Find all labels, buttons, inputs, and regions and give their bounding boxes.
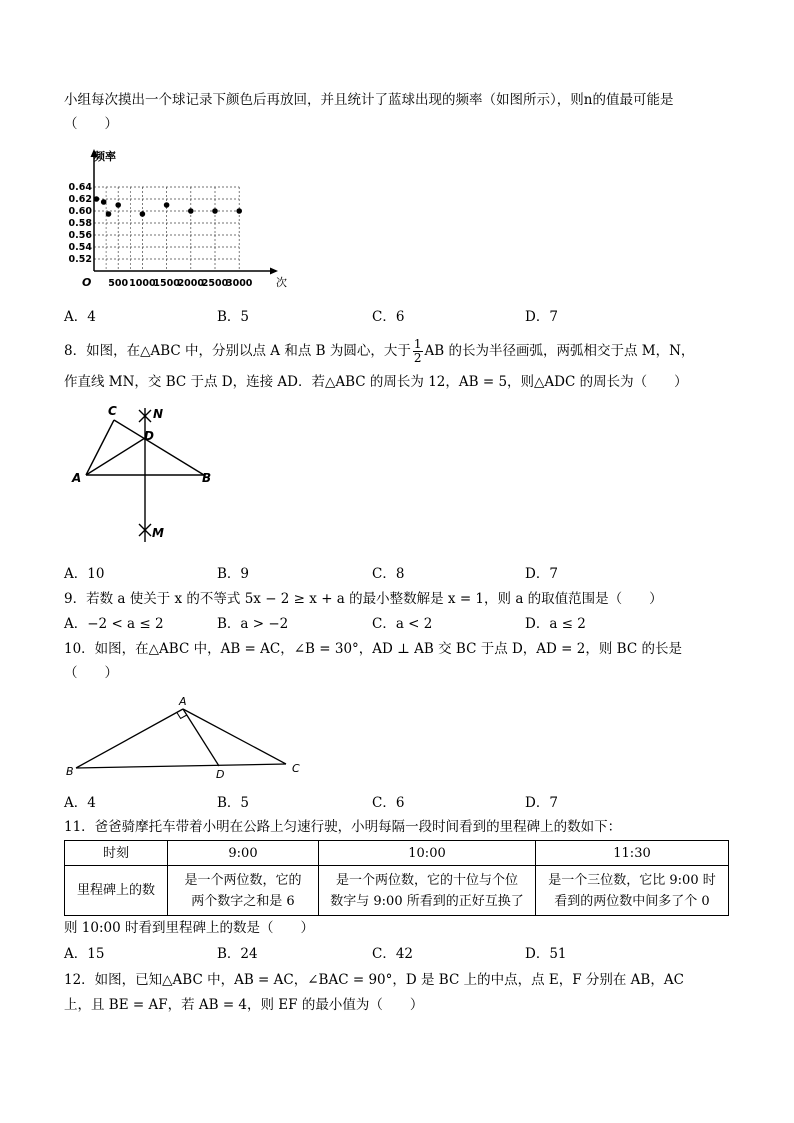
q8-line1 [64,338,694,365]
x-axis-arrow [270,268,278,275]
x-tick-label: 2500 [201,278,229,289]
cell-line: 看到的两位数中间多了个 0 [554,893,710,909]
x-tick-label: 1000 [129,278,156,289]
q10-figure [64,693,314,783]
q9-options [64,614,684,634]
y-tick-label: 0.54 [68,242,92,253]
q8-label-a: A [72,471,82,485]
q8-option-d: D．7 [525,566,558,582]
q8-line2: 作直线 MN，交 BC 于点 D，连接 AD．若△ABC 的周长为 12，AB = 5，则△ADC 的周长为（ ） [64,374,688,390]
q11-stem: 11．爸爸骑摩托车带着小明在公路上匀速行驶，小明每隔一段时间看到的里程碑上的数如下： [64,819,622,835]
y-tick-label: 0.64 [68,182,92,193]
table-header-row [65,841,729,866]
q8-option-c: C．8 [372,566,405,582]
table-header-cell: 10:00 [319,841,536,866]
q7-option-c: C．6 [372,309,405,325]
cell-line: 数字与 9:00 所看到的正好互换了 [330,893,524,909]
q9-option-c: C．a < 2 [372,616,433,632]
chart-ylabel: 频率 [94,150,116,163]
table-cell [319,866,536,916]
q8-option-a: A．10 [64,566,105,582]
data-point [115,202,121,208]
y-tick-label: 0.56 [68,230,92,241]
q8-figure [64,400,224,550]
q8-label-n: N [153,407,164,421]
q7-option-a: A．4 [64,309,96,325]
q8-options [64,564,684,584]
table-header-cell: 时刻 [65,841,168,866]
q11-after: 则 10:00 时看到里程碑上的数是（ ） [64,920,314,936]
q11-option-b: B．24 [217,946,258,962]
q10-option-b: B．5 [217,795,250,811]
data-point [212,208,218,214]
q7-stem: 小组每次摸出一个球记录下颜色后再放回，并且统计了蓝球出现的频率（如图所示），则n的值最可能是 [64,92,674,108]
q8-frac-num: 1 [413,337,422,351]
q9-option-b: B．a > −2 [217,616,289,632]
table-header-cell: 9:00 [168,841,319,866]
q7-option-b: B．5 [217,309,250,325]
q8-option-b: B．9 [217,566,250,582]
q11-option-c: C．42 [372,946,414,962]
q10-stem: 10．如图，在△ABC 中，AB = AC，∠B = 30°，AD ⊥ AB 交 BC 于点 D，AD = 2，则 BC 的长是 [64,641,682,657]
cell-line: 两个数字之和是 6 [191,893,295,909]
q12-line1: 12．如图，已知△ABC 中，AB = AC，∠BAC = 90°，D 是 BC 上的中点，点 E，F 分别在 AB，AC [64,972,684,988]
cell-line: 是一个两位数，它的 [184,872,302,888]
table-header-cell: 11:30 [536,841,729,866]
chart-xlabel: 次 [276,276,287,289]
q11-option-a: A．15 [64,946,105,962]
q10-paren: （ ） [64,665,118,681]
q11-options [64,944,684,964]
y-tick-label: 0.62 [68,194,92,205]
q8-label-c: C [108,404,117,418]
q10-label-b: B [66,765,74,778]
milestone-table [64,840,729,916]
q8-label-d: D [144,429,154,443]
q8-label-m: M [152,526,164,540]
q12-line2: 上，且 BE = AF，若 AB = 4，则 EF 的最小值为（ ） [64,997,424,1013]
chart-axes [91,149,279,275]
x-tick-label: 500 [108,278,129,289]
chart-grid [94,187,239,271]
y-tick-label: 0.60 [68,206,92,217]
q9-stem: 9．若数 a 使关于 x 的不等式 5x − 2 ≥ x + a 的最小整数解是 x = 1，则 a 的取值范围是（ ） [64,591,663,607]
cell-line: 是一个三位数，它比 9:00 时 [548,872,716,888]
data-point [236,208,242,214]
q10-label-c: C [292,762,300,775]
q8-fraction [413,338,423,365]
data-point [106,211,112,217]
data-point [94,196,100,202]
q10-label-a: A [179,695,187,708]
y-tick-label: 0.58 [68,218,92,229]
x-tick-label: 1500 [153,278,180,289]
q7-options [64,307,684,327]
x-tick-label: 3000 [225,278,253,289]
q9-option-d: D．a ≤ 2 [525,616,586,632]
q8-label-b: B [202,471,212,485]
q7-paren: （ ） [64,116,118,132]
data-point [101,199,107,205]
q10-options [64,793,684,813]
data-point [188,208,194,214]
q8-line1-b: AB 的长为半径画弧，两弧相交于点 M，N， [424,343,695,359]
q10-option-a: A．4 [64,795,96,811]
y-tick-label: 0.52 [68,254,92,265]
data-point [164,202,170,208]
q10-option-c: C．6 [372,795,405,811]
table-cell [536,866,729,916]
frequency-chart [64,145,294,290]
q9-option-a: A．−2 < a ≤ 2 [64,616,164,632]
table-cell [168,866,319,916]
q10-label-d: D [216,768,225,781]
table-row-label: 里程碑上的数 [65,866,168,916]
table-row [65,866,729,916]
chart-origin: O [82,276,92,289]
x-tick-label: 2000 [177,278,205,289]
cell-line: 是一个两位数，它的十位与个位 [335,872,518,888]
q10-option-d: D．7 [525,795,558,811]
q8-frac-den: 2 [413,351,422,365]
data-point [140,211,146,217]
q11-option-d: D．51 [525,946,567,962]
q7-option-d: D．7 [525,309,558,325]
q8-line1-a: 8．如图，在△ABC 中，分别以点 A 和点 B 为圆心，大于 [64,343,411,359]
